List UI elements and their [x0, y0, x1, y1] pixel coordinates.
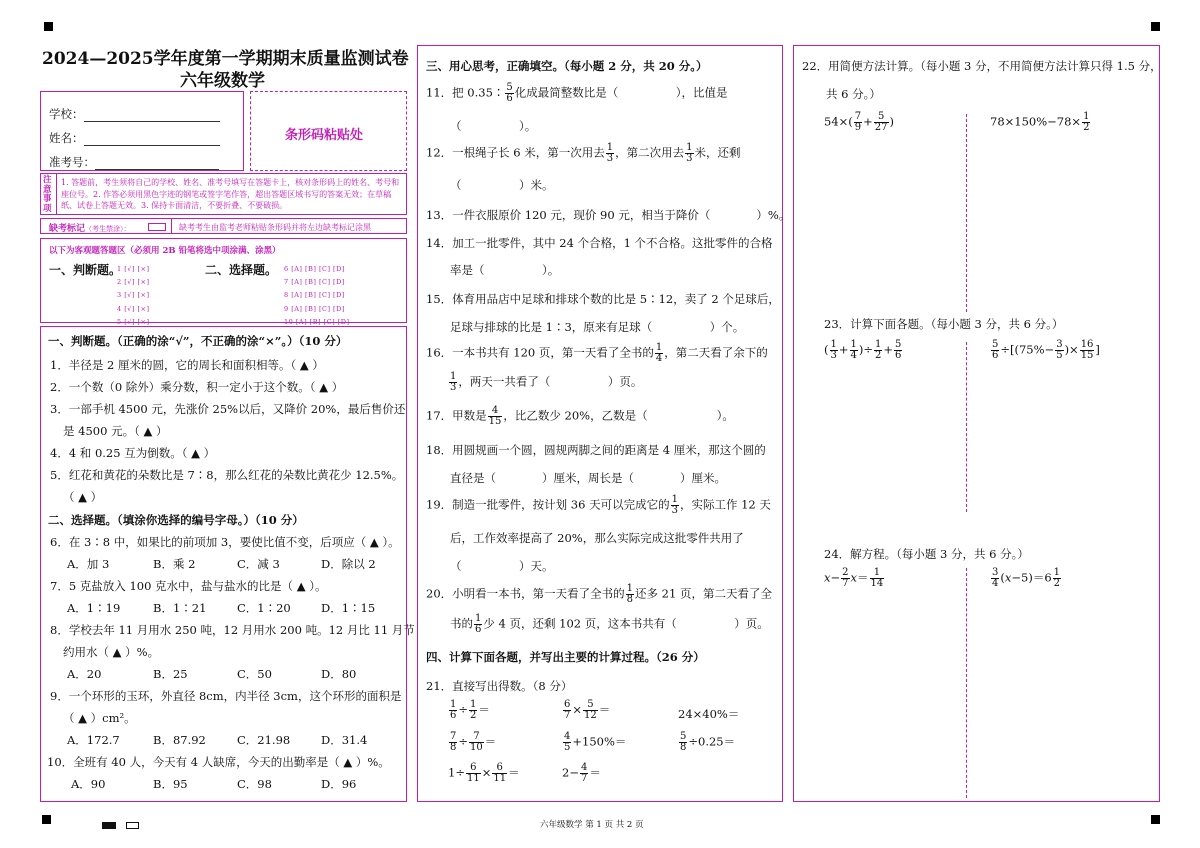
calc-item: $\frac{4}{5}$ +150%＝	[564, 731, 627, 753]
question-6: 6．在 3∶8 中，如果比的前项加 3，要使比值不变，后项应（ ▲ ）。	[50, 535, 400, 549]
question-24: 24．解方程。（每小题 3 分，共 6 分。）	[824, 547, 1029, 561]
absent-text: 缺考考生由监考老师粘贴条形码并将左边缺考标记涂黑	[179, 223, 371, 232]
fraction: $\frac{1}{3}$	[671, 494, 678, 516]
q6-option-a: A．加 3	[67, 557, 110, 571]
fraction: $\frac{1}{3}$	[686, 142, 693, 164]
q23-expression-1: ( $\frac{1}{3}$ + $\frac{1}{4}$ )÷ $\frac{1}{2}$ + $\frac{5}{6}$	[824, 339, 902, 361]
q24-equation-1: x− $\frac{2}{7}$ x＝ $\frac{1}{14}$	[824, 567, 884, 589]
omr-judge-row[interactable]: 5 [√] [×]	[117, 317, 150, 326]
q10-option-c: C．98	[237, 777, 272, 791]
q8-option-a: A．20	[67, 667, 102, 681]
q9-option-a: A．172.7	[67, 733, 120, 747]
q9-option-d: D．31.4	[321, 733, 368, 747]
omr-judge-row[interactable]: 3 [√] [×]	[117, 291, 150, 300]
question-3: 3．一部手机 4500 元，先涨价 25%以后，又降价 20%，最后售价还	[50, 402, 406, 416]
name-label: 姓名：	[49, 131, 84, 145]
question-14-cont: 率是（ ）。	[450, 263, 560, 277]
question-12: 12．一根绳子长 6 米，第一次用去 $\frac{1}{3}$ ，第二次用去 $\frac{1}{3}$ 米，还剩	[426, 142, 741, 164]
question-18-cont: 直径是（ ）厘米，周长是（ ）厘米。	[450, 471, 726, 485]
question-23: 23．计算下面各题。（每小题 3 分，共 6 分。）	[824, 317, 1064, 331]
barcode-label: 条形码粘贴处	[285, 128, 364, 143]
name-field[interactable]	[84, 134, 220, 146]
section4-title: 四、计算下面各题，并写出主要的计算过程。（26 分）	[426, 650, 705, 664]
notice-text: 1. 答题前，考生须将自己的学校、姓名、准考号填写在答题卡上，核对条形码上的姓名、考号和座位号。2. 作答必须用黑色字迹的钢笔或签字笔作答，超出答题区域书写的答案无效；在草稿纸、试卷上答题无效。3. 保持卡面清洁，不要折叠、不要破损。	[61, 178, 400, 210]
calc-item: 24×40%＝	[678, 707, 740, 721]
seat-mark	[102, 822, 116, 829]
question-14: 14．加工一批零件，其中 24 个合格，1 个不合格。这批零件的合格	[426, 236, 773, 250]
question-9-cont: （ ▲ ）cm²。	[63, 711, 136, 725]
notice-box	[40, 173, 407, 215]
question-11-cont: （ ）。	[450, 119, 537, 133]
question-9: 9．一个环形的玉环，外直径 8cm，内半径 3cm，这个环形的面积是	[50, 689, 402, 703]
question-15-cont: 足球与排球的比是 1∶3，原来有足球（ ）个。	[450, 320, 745, 334]
q22-expression-2: 78×150%−78× $\frac{1}{2}$	[990, 111, 1090, 133]
question-5-cont: （ ▲ ）	[63, 490, 103, 504]
exam-subtitle: 六年级数学	[180, 71, 265, 91]
exam-number-label: 准考号：	[49, 155, 95, 169]
q8-option-b: B．25	[153, 667, 188, 681]
question-22: 22．用简便方法计算。（每小题 3 分，不用简便方法计算只得 1.5 分，	[802, 59, 1162, 73]
question-10: 10．全班有 40 人，今天有 4 人缺席，今天的出勤率是（ ▲ ）%。	[47, 755, 390, 769]
omr-choice-row[interactable]: 9 [A] [B] [C] [D]	[284, 304, 345, 313]
question-15: 15．体育用品店中足球和排球个数的比是 5∶12，卖了 2 个足球后，	[426, 292, 780, 306]
question-12-cont: （ ）米。	[450, 178, 554, 192]
question-13: 13．一件衣服原价 120 元，现价 90 元，相当于降价（ ）%。	[426, 208, 791, 222]
question-19-cont: 后，工作效率提高了 20%，那么实际完成这批零件共用了	[450, 531, 744, 545]
omr-choice-row[interactable]: 8 [A] [B] [C] [D]	[284, 291, 345, 300]
q9-option-b: B．87.92	[153, 733, 206, 747]
page-footer: 六年级数学 第 1 页 共 2 页	[540, 820, 644, 830]
calc-item: $\frac{6}{7}$ × $\frac{5}{12}$ ＝	[564, 699, 611, 721]
section2-title: 二、选择题。（填涂你选择的编号字母。）（10 分）	[48, 513, 304, 527]
q24-equation-2: $\frac{3}{4}$ (x−5)＝6 $\frac{1}{2}$	[992, 567, 1061, 589]
omr-choice-row[interactable]: 10 [A] [B] [C] [D]	[284, 317, 350, 326]
question-8: 8．学校去年 11 月用水 250 吨，12 月用水 200 吨。12 月比 11 月节	[50, 623, 415, 637]
fraction: $\frac{4}{15}$	[488, 405, 502, 427]
exam-title: 2024—2025学年度第一学期期末质量监测试卷	[42, 49, 409, 69]
absent-checkbox[interactable]	[148, 223, 166, 231]
question-22-cont: 共 6 分。）	[826, 87, 881, 101]
section3-title: 三、用心思考，正确填空。（每小题 2 分，共 20 分。）	[426, 59, 708, 73]
school-label: 学校：	[49, 107, 84, 121]
calc-item: 2− $\frac{4}{7}$ ＝	[562, 762, 601, 784]
barcode-area	[250, 91, 407, 171]
absent-note: （考生禁涂）：	[85, 225, 131, 233]
absent-box	[40, 218, 407, 234]
omr-judge-row[interactable]: 4 [√] [×]	[117, 304, 150, 313]
divider	[966, 568, 967, 798]
omr-judge-row[interactable]: 2 [√] [×]	[117, 278, 150, 287]
q8-option-d: D．80	[321, 667, 357, 681]
middle-questions-box	[417, 45, 791, 802]
question-20: 20．小明看一本书，第一天看了全书的 $\frac{1}{8}$ 还多 21 页，第二天看了全	[426, 583, 772, 605]
q6-option-b: B．乘 2	[153, 557, 196, 571]
corner-mark	[1151, 815, 1160, 824]
right-questions-box	[793, 45, 1160, 802]
question-3-cont: 是 4500 元。（ ▲ ）	[63, 424, 168, 438]
question-4: 4．4 和 0.25 互为倒数。（ ▲ ）	[50, 446, 216, 460]
left-questions-box	[40, 326, 415, 802]
fraction: $\frac{1}{6}$	[475, 613, 482, 635]
fraction: $\frac{1}{4}$	[655, 342, 663, 364]
q22-expression-1: 54×( $\frac{7}{9}$ + $\frac{5}{27}$ )	[824, 111, 895, 133]
question-18: 18．用圆规画一个圆，圆规两脚之间的距离是 4 厘米，那这个圆的	[426, 443, 766, 457]
omr-judge-row[interactable]: 1 [√] [×]	[117, 265, 150, 273]
q10-option-d: D．96	[321, 777, 357, 791]
question-20-cont: 书的 $\frac{1}{6}$ 少 4 页，还剩 102 页，这本书共有（ ）页。	[450, 613, 769, 635]
question-16: 16．一本书共有 120 页，第一天看了全书的 $\frac{1}{4}$ ，第二天看了余下的	[426, 342, 768, 364]
calc-item: 1÷ $\frac{6}{11}$ × $\frac{6}{11}$ ＝	[448, 762, 520, 784]
fraction: $\frac{1}{3}$	[606, 142, 614, 164]
calc-item: $\frac{1}{6}$ ÷ $\frac{1}{2}$ ＝	[450, 699, 490, 721]
question-17: 17．甲数是 $\frac{4}{15}$ ，比乙数少 20%，乙数是（ ）。	[426, 405, 734, 427]
calc-item: $\frac{5}{8}$ ÷0.25＝	[680, 731, 736, 753]
question-19-cont2: （ ）天。	[450, 559, 554, 573]
calc-item: $\frac{7}{8}$ ÷ $\frac{7}{10}$ ＝	[450, 731, 497, 753]
fraction: $\frac{1}{3}$	[450, 371, 457, 393]
omr-choice-row[interactable]: 6 [A] [B] [C] [D]	[284, 265, 345, 273]
notice-label: 注意事项	[43, 175, 52, 214]
seat-mark	[126, 822, 139, 829]
divider	[966, 342, 967, 512]
question-8-cont: 约用水（ ▲ ）%。	[63, 645, 160, 659]
question-5: 5．红花和黄花的朵数比是 7∶8，那么红花的朵数比黄花少 12.5%。	[50, 468, 404, 482]
q10-option-a: A．90	[71, 777, 106, 791]
corner-mark	[42, 815, 51, 824]
q6-option-c: C．减 3	[237, 557, 280, 571]
q9-option-c: C．21.98	[237, 733, 291, 747]
q6-option-d: D．除以 2	[321, 557, 376, 571]
q7-option-d: D．1∶15	[321, 601, 376, 615]
exam-number-field[interactable]	[95, 158, 219, 170]
q10-option-b: B．95	[153, 777, 188, 791]
question-21: 21．直接写出得数。（8 分）	[426, 679, 573, 693]
omr-choice-title: 二、选择题。	[205, 263, 278, 277]
corner-mark	[44, 22, 53, 31]
question-2: 2．一个数（0 除外）乘分数，积一定小于这个数。（ ▲ ）	[50, 380, 344, 394]
q23-expression-2: $\frac{5}{6}$ ÷[(75%− $\frac{3}{5}$ )× $\frac{16}{15}$ ]	[992, 339, 1100, 361]
q8-option-c: C．50	[237, 667, 272, 681]
info-box	[40, 91, 244, 171]
q7-option-a: A．1∶19	[67, 601, 121, 615]
q7-option-b: B．1∶21	[153, 601, 207, 615]
question-11: 11．把 0.35∶ $\frac{5}{6}$ 化成最简整数比是（ ），比值是	[426, 82, 728, 104]
fraction: $\frac{5}{6}$	[506, 82, 513, 104]
q7-option-c: C．1∶20	[237, 601, 291, 615]
question-1: 1．半径是 2 厘米的圆，它的周长和面积相等。（ ▲ ）	[50, 358, 324, 372]
absent-label: 缺考标记	[49, 224, 86, 234]
question-19: 19．制造一批零件，按计划 36 天可以完成它的 $\frac{1}{3}$ ，实际工作 12 天	[426, 494, 771, 516]
section1-title: 一、判断题。（正确的涂“√”，不正确的涂“×”。）（10 分）	[48, 334, 348, 348]
omr-judge-title: 一、判断题。	[49, 263, 122, 277]
fraction: $\frac{1}{8}$	[626, 583, 634, 605]
omr-header: 以下为客观题答题区（必须用 2B 铅笔将选中项涂满、涂黑）	[49, 246, 281, 256]
corner-mark	[1151, 22, 1160, 31]
question-7: 7．5 克盐放入 100 克水中，盐与盐水的比是（ ▲ ）。	[50, 579, 327, 593]
question-16-cont: $\frac{1}{3}$ ，两天一共看了（ ）页。	[450, 371, 643, 393]
omr-choice-row[interactable]: 7 [A] [B] [C] [D]	[284, 278, 345, 287]
school-field[interactable]	[84, 110, 220, 122]
divider	[966, 114, 967, 312]
omr-box	[40, 238, 407, 326]
